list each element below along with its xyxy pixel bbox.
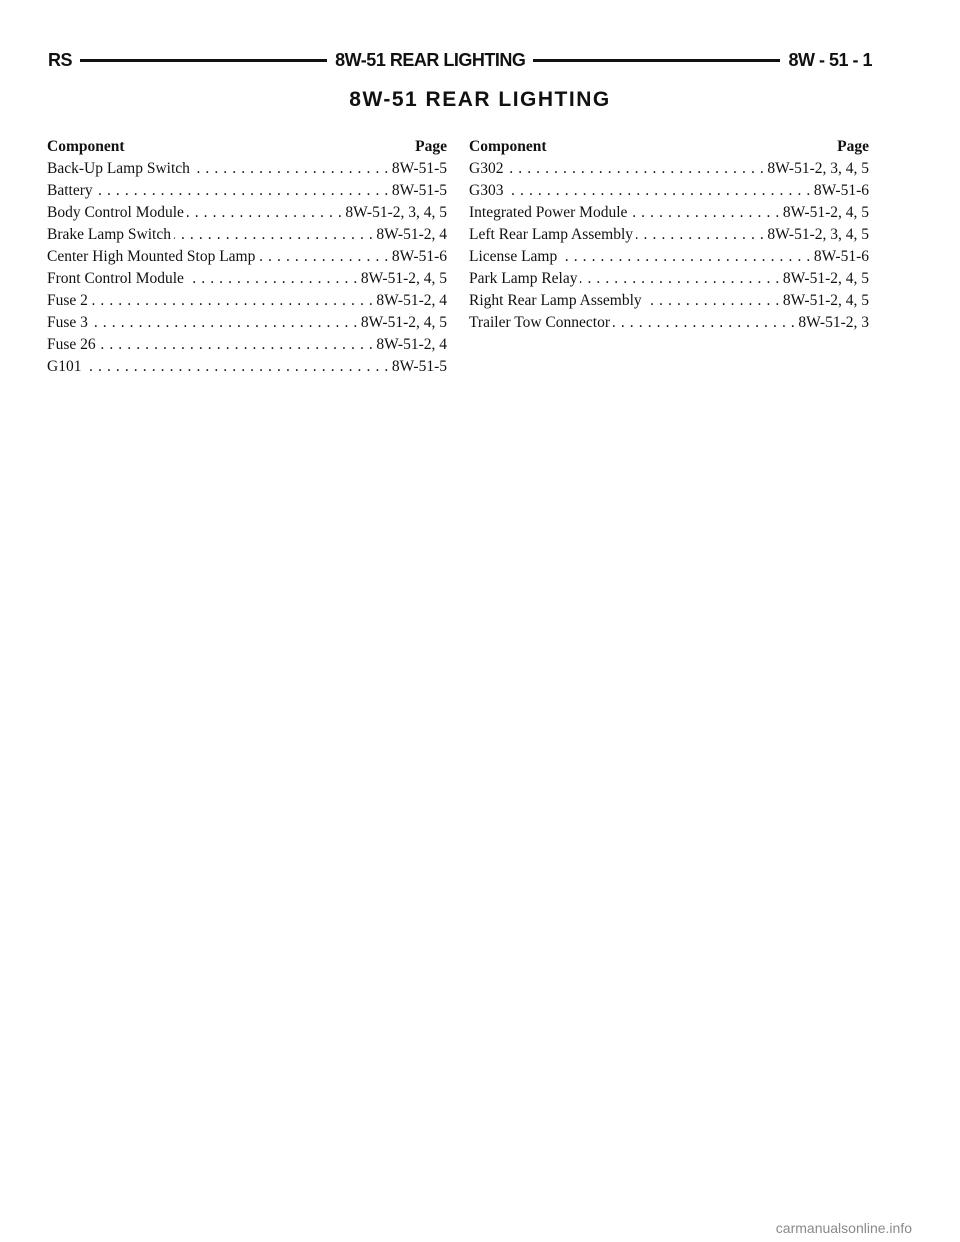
index-row: Right Rear Lamp Assembly . . . 8W-51-2, 4, 5 [469, 290, 869, 312]
header-section-title: 8W-51 REAR LIGHTING [335, 49, 526, 70]
header-page-number: 8W - 51 - 1 [788, 49, 873, 70]
index-row: Brake Lamp Switch . . . 8W-51-2, 4 [47, 224, 447, 246]
component-header: Component [469, 138, 547, 155]
index-row: Fuse 3 . . . 8W-51-2, 4, 5 [47, 312, 447, 334]
index-row: G101 . . . 8W-51-5 [47, 356, 447, 378]
index-row: Front Control Module . . . 8W-51-2, 4, 5 [47, 268, 447, 290]
component-index-left [47, 136, 447, 378]
column-header [47, 136, 447, 158]
index-row: G303 . . . 8W-51-6 [469, 180, 869, 202]
header-rule [533, 59, 780, 62]
index-row: G302 . . . 8W-51-2, 3, 4, 5 [469, 158, 869, 180]
index-row: License Lamp . . . 8W-51-6 [469, 246, 869, 268]
index-row: Trailer Tow Connector . . . 8W-51-2, 3 [469, 312, 869, 334]
index-row: Fuse 26 . . . 8W-51-2, 4 [47, 334, 447, 356]
page-header: Page [415, 138, 447, 155]
index-row: Left Rear Lamp Assembly . . . 8W-51-2, 3, 4, 5 [469, 224, 869, 246]
page-header: Page [837, 138, 869, 155]
index-row: Battery . . . 8W-51-5 [47, 180, 447, 202]
index-row: Park Lamp Relay . . . 8W-51-2, 4, 5 [469, 268, 869, 290]
component-index-right [469, 136, 869, 334]
header-section-code: RS [48, 49, 73, 70]
index-row: Back-Up Lamp Switch . . . 8W-51-5 [47, 158, 447, 180]
component-header: Component [47, 138, 125, 155]
running-header [48, 48, 872, 72]
column-header [469, 136, 869, 158]
index-row: Body Control Module . . . 8W-51-2, 3, 4, 5 [47, 202, 447, 224]
header-rule [80, 59, 327, 62]
index-row: Center High Mounted Stop Lamp . . . 8W-51-6 [47, 246, 447, 268]
index-row: Integrated Power Module . . . 8W-51-2, 4, 5 [469, 202, 869, 224]
page-title: 8W-51 REAR LIGHTING [349, 88, 611, 111]
index-row: Fuse 2 . . . 8W-51-2, 4 [47, 290, 447, 312]
watermark: carmanualsonline.info [775, 1220, 912, 1236]
